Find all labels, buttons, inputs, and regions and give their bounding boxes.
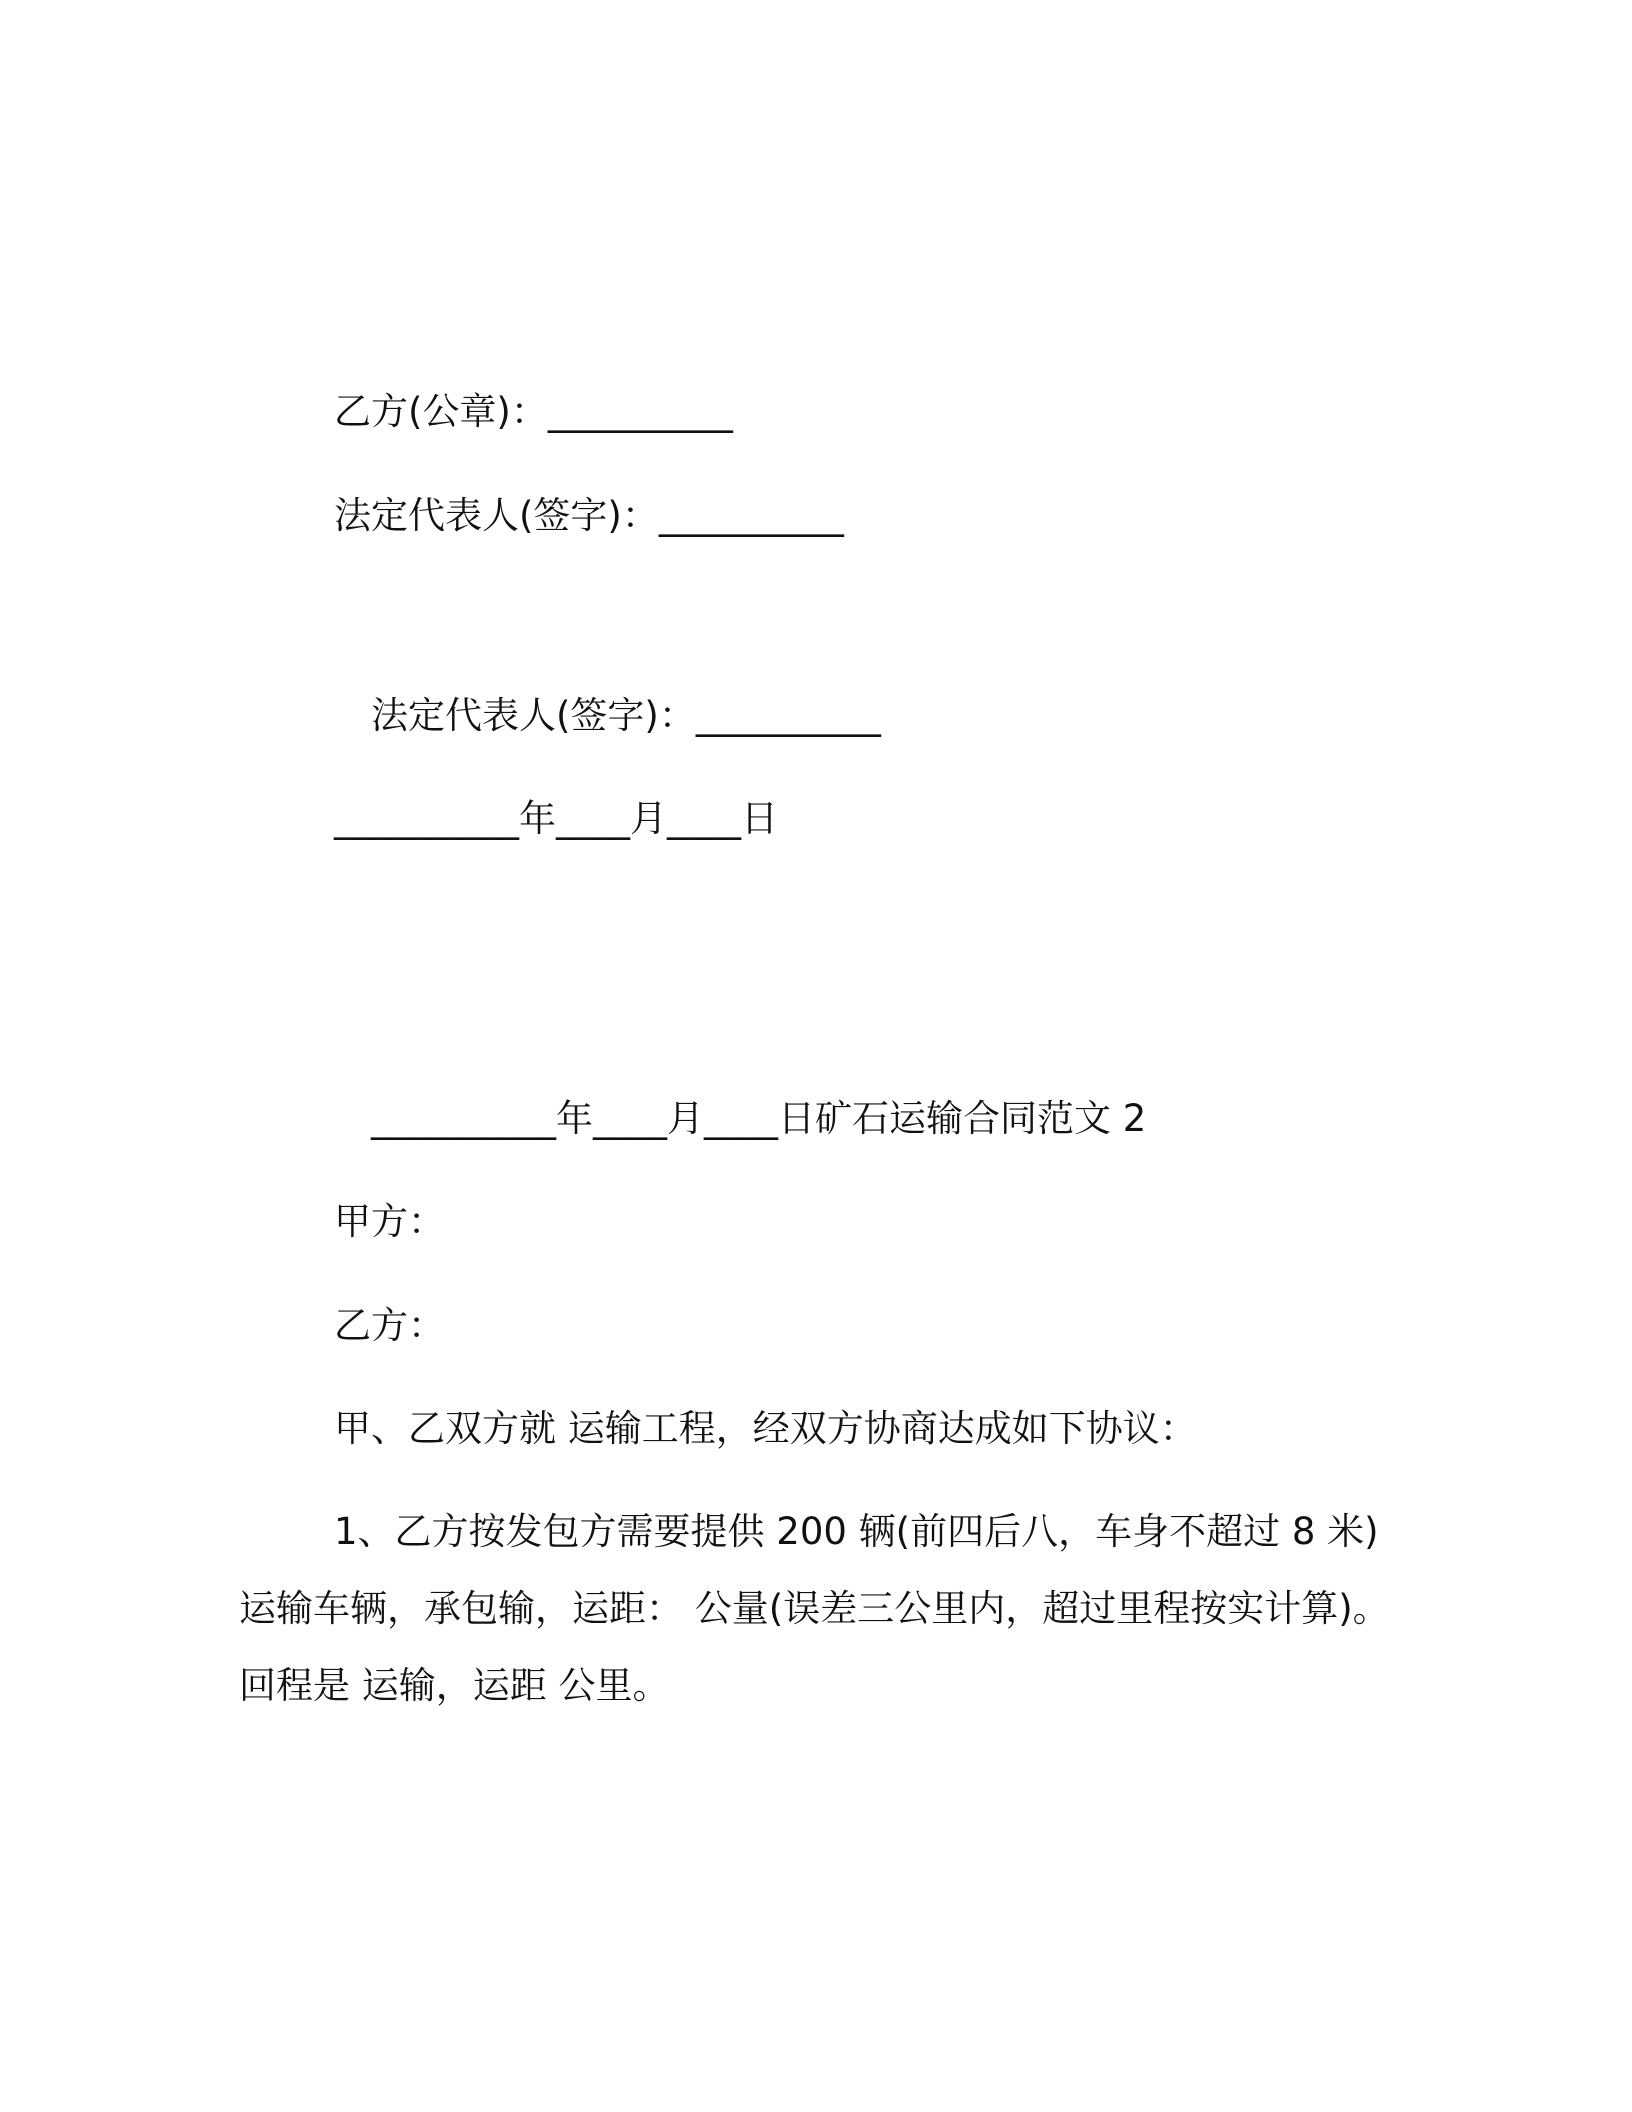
clause-1-line-2: 运输车辆，承包输，运距： 公量(误差三公里内，超过里程按实计算)。 [239, 1587, 1390, 1630]
party-b-line: 乙方： [334, 1304, 445, 1347]
party-a-line: 甲方： [334, 1200, 445, 1243]
legal-representative-line: 法定代表人(签字)：__________ [334, 494, 844, 537]
section-title: __________年____月____日矿石运输合同范文 2 [371, 1097, 1147, 1140]
agreement-intro: 甲、乙双方就 运输工程，经双方协商达成如下协议： [334, 1407, 1197, 1450]
party-b-seal-line: 乙方(公章)：__________ [334, 390, 733, 433]
clause-1-line-3: 回程是 运输，运距 公里。 [239, 1664, 670, 1707]
legal-representative-line: 法定代表人(签字)：__________ [371, 694, 881, 737]
date-line: __________年____月____日 [334, 797, 778, 840]
clause-1-line-1: 1、乙方按发包方需要提供 200 辆(前四后八，车身不超过 8 米) [334, 1510, 1379, 1553]
